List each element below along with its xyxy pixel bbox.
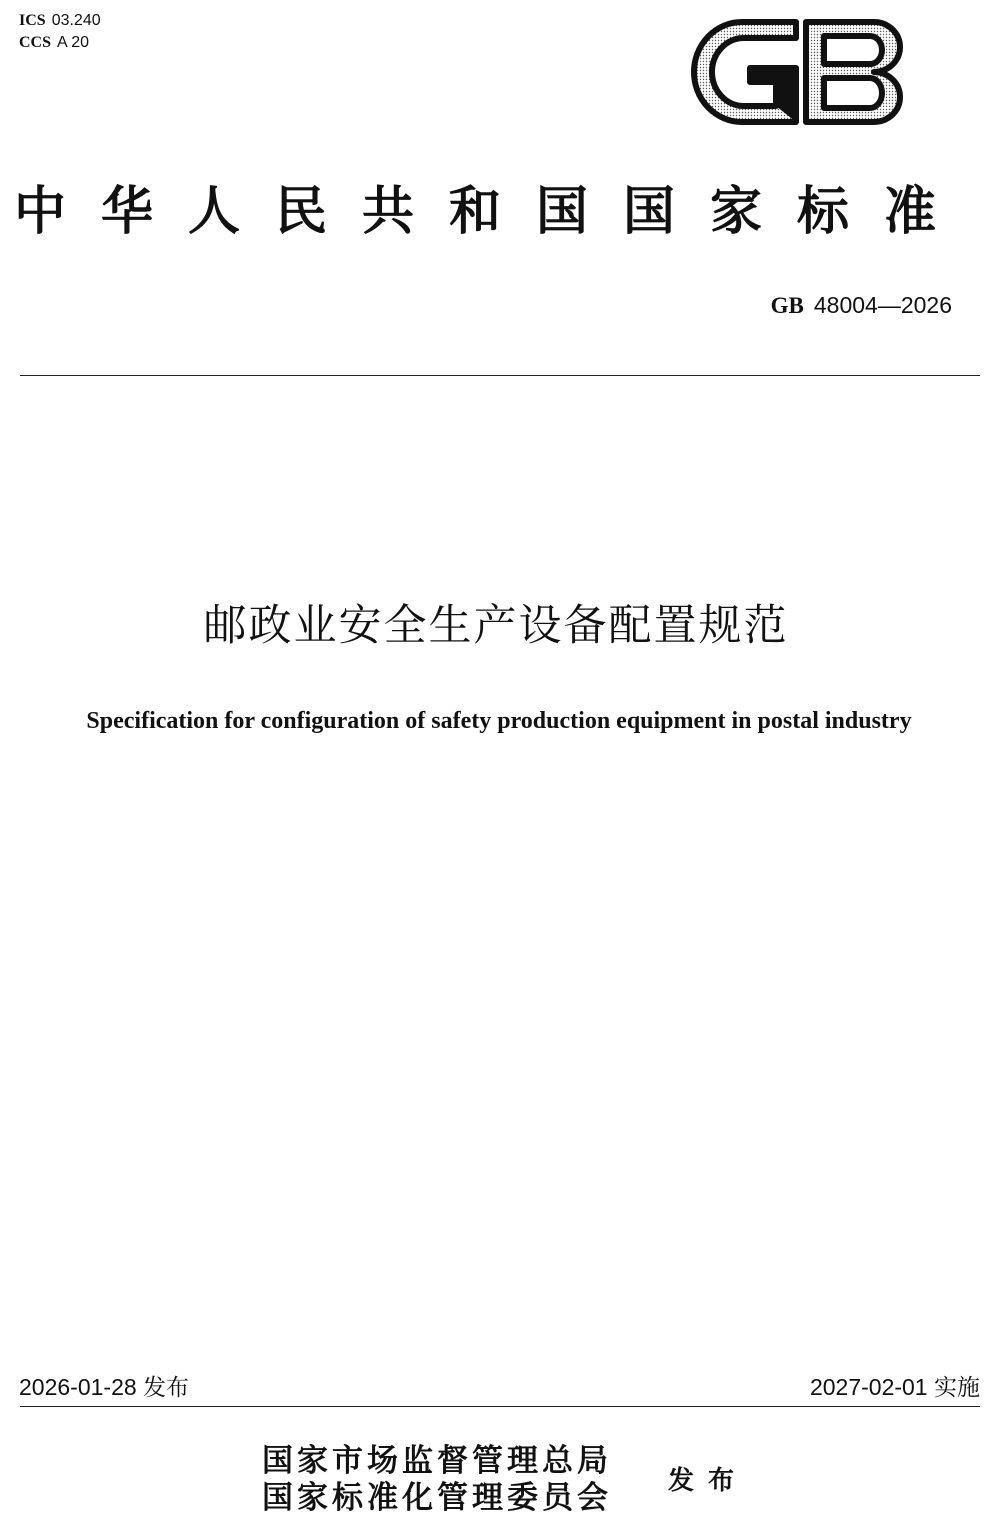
standard-number-prefix: GB — [770, 293, 804, 318]
issue-date: 2026-01-28 发布 — [19, 1374, 190, 1400]
standard-number-value: 48004—2026 — [813, 292, 952, 318]
classification-codes — [19, 9, 101, 53]
bottom-divider — [20, 1406, 980, 1407]
issuer-sac: 国家标准化管理委员会 — [262, 1480, 612, 1516]
ccs-value: A 20 — [57, 34, 90, 51]
top-divider — [20, 375, 980, 376]
ics-row — [19, 9, 101, 31]
ccs-label: CCS — [19, 34, 52, 51]
gb-logo — [684, 12, 916, 132]
ics-value: 03.240 — [51, 12, 101, 29]
ccs-row — [19, 31, 101, 53]
gb-logo-letter-b — [806, 22, 900, 122]
issuer-samr: 国家市场监督管理总局 — [262, 1443, 612, 1479]
title-chinese: 邮政业安全生产设备配置规范 — [203, 601, 789, 651]
standard-number — [771, 292, 952, 319]
national-standard-title: 中华人民共和国国家标准 — [14, 182, 972, 242]
implementation-date: 2027-02-01 实施 — [809, 1374, 980, 1400]
ics-label: ICS — [19, 12, 46, 29]
title-english: Specification for configuration of safety production equipment in postal industry — [86, 708, 912, 734]
issue-action: 发布 — [668, 1466, 749, 1496]
issuing-authorities — [262, 1443, 612, 1517]
